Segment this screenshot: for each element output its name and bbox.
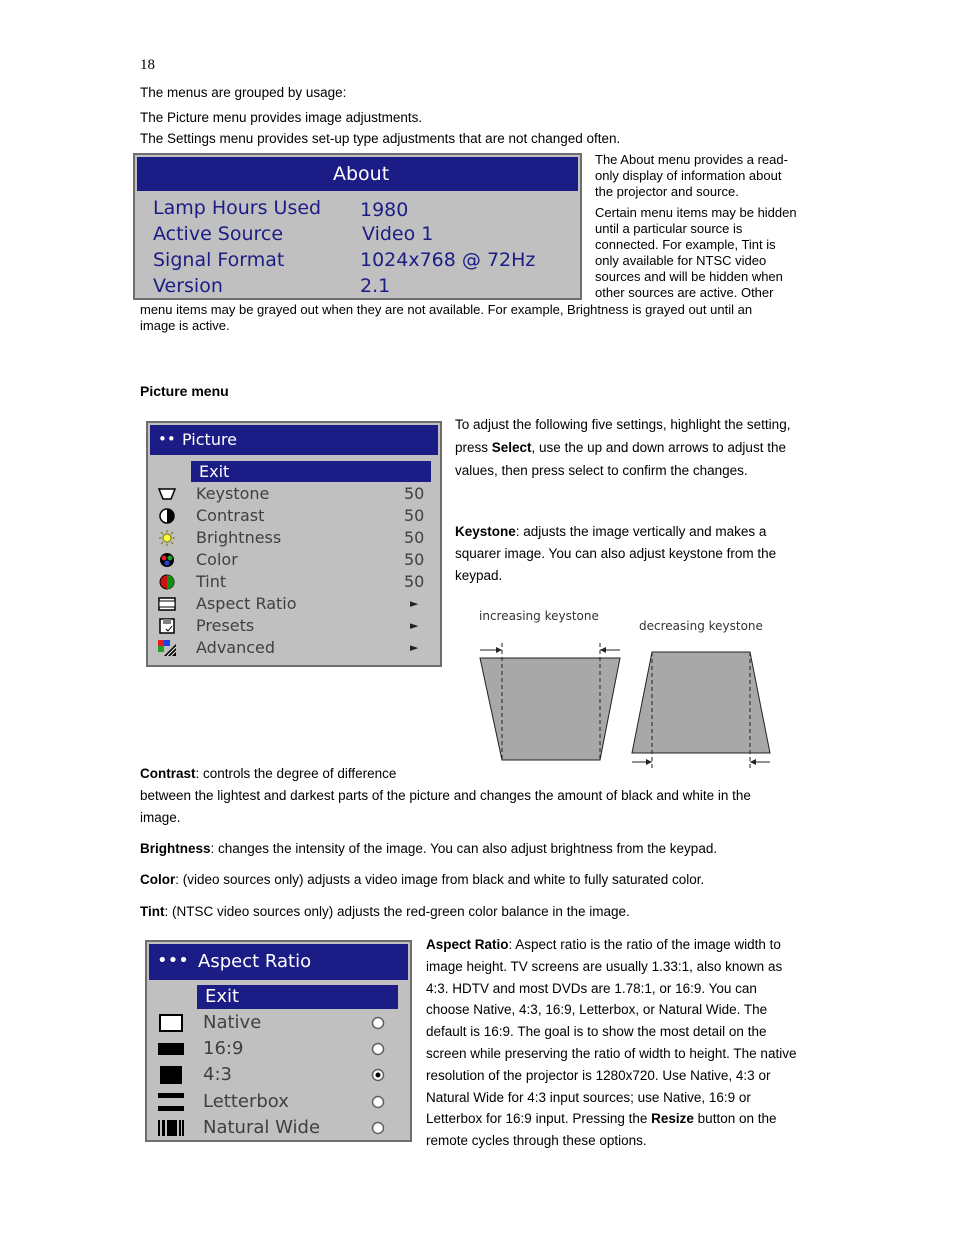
picture-item-label: Advanced bbox=[196, 638, 276, 657]
contrast-desc-line-1 bbox=[140, 766, 396, 782]
about-side-text-2-line-2: until a particular source is bbox=[595, 221, 743, 236]
contrast-icon bbox=[158, 508, 176, 524]
aspect-item-label: 16:9 bbox=[203, 1038, 244, 1059]
picture-item-label: Presets bbox=[196, 616, 255, 635]
picture-exit-item[interactable] bbox=[191, 461, 431, 482]
brightness-desc-text: : changes the intensity of the image. You can also adjust brightness from the keypad. bbox=[210, 841, 718, 856]
keystone-icon bbox=[158, 486, 176, 502]
picture-item-advanced[interactable] bbox=[148, 637, 438, 659]
color-term: Color bbox=[140, 872, 176, 887]
about-value-lamp-hours: 1980 bbox=[360, 199, 409, 221]
brightness-term: Brightness bbox=[140, 841, 211, 856]
aspect-item-natural-wide[interactable] bbox=[147, 1115, 409, 1141]
aspect-desc-text: button on the bbox=[693, 1111, 777, 1127]
natural-wide-icon bbox=[157, 1119, 185, 1137]
aspect-item-label: Letterbox bbox=[203, 1091, 289, 1112]
picture-item-arrow: ► bbox=[410, 597, 419, 610]
contrast-desc-line-3: image. bbox=[140, 810, 181, 825]
about-value-version: 2.1 bbox=[360, 275, 391, 297]
standard-icon bbox=[157, 1066, 185, 1084]
tint-icon bbox=[158, 574, 176, 590]
aspect-desc-text: Letterbox for 16:9 input. Pressing the bbox=[426, 1111, 652, 1127]
picture-item-value: 50 bbox=[404, 528, 425, 547]
aspect-menu-title-bar bbox=[149, 944, 408, 980]
picture-intro-text: , use the up and down arrows to adjust the bbox=[531, 440, 786, 455]
picture-item-label: Brightness bbox=[196, 528, 282, 547]
aspect-item-label: Natural Wide bbox=[203, 1117, 321, 1138]
decreasing-keystone-label: decreasing keystone bbox=[639, 619, 763, 633]
picture-item-arrow: ► bbox=[410, 619, 419, 632]
aspect-menu-title: Aspect Ratio bbox=[198, 951, 312, 972]
tint-desc bbox=[140, 904, 630, 920]
picture-item-presets[interactable] bbox=[148, 615, 438, 637]
picture-item-aspect-ratio[interactable] bbox=[148, 593, 438, 615]
aspect-exit-label: Exit bbox=[205, 986, 240, 1007]
about-full-text-line-2: image is active. bbox=[140, 318, 230, 333]
keystone-term: Keystone bbox=[455, 524, 516, 539]
select-term: Select bbox=[491, 440, 532, 455]
picture-intro-text: press bbox=[455, 440, 492, 455]
aspect-ratio-term: Aspect Ratio bbox=[426, 937, 509, 952]
picture-intro-line-3: values, then press select to confirm the changes. bbox=[455, 463, 748, 478]
native-icon bbox=[157, 1014, 185, 1032]
picture-intro-line-1: To adjust the following five settings, highlight the setting, bbox=[455, 417, 791, 432]
radio-button[interactable] bbox=[371, 1042, 385, 1056]
picture-menu bbox=[146, 421, 442, 667]
about-side-text-1-line-2: only display of information about bbox=[595, 168, 782, 183]
contrast-term: Contrast bbox=[140, 766, 196, 781]
picture-item-label: Aspect Ratio bbox=[196, 594, 297, 613]
aspect-desc-line-1 bbox=[426, 934, 826, 956]
picture-item-label: Color bbox=[196, 550, 238, 569]
aspect-ratio-menu bbox=[145, 940, 412, 1142]
intro-line-2: The Picture menu provides image adjustments. bbox=[140, 110, 423, 125]
picture-exit-label: Exit bbox=[199, 462, 230, 481]
aspect-desc-text: : Aspect ratio is the ratio of the image width to bbox=[508, 937, 781, 952]
picture-menu-title-dots: •• bbox=[158, 430, 176, 448]
resize-term: Resize bbox=[651, 1111, 694, 1127]
about-menu-title-bar bbox=[137, 157, 578, 191]
aspect-item-4-3[interactable] bbox=[147, 1062, 409, 1088]
radio-button-selected[interactable] bbox=[371, 1068, 385, 1082]
about-menu-title: About bbox=[333, 163, 390, 185]
picture-menu-title: Picture bbox=[182, 430, 238, 449]
about-value-active-source: Video 1 bbox=[362, 223, 434, 245]
about-value-signal-format: 1024x768 @ 72Hz bbox=[360, 249, 536, 271]
picture-item-value: 50 bbox=[404, 506, 425, 525]
radio-button[interactable] bbox=[371, 1016, 385, 1030]
about-side-text-1-line-3: the projector and source. bbox=[595, 184, 739, 199]
about-label-active-source: Active Source bbox=[153, 223, 284, 245]
aspect-desc-line-7: resolution of the projector is 1280x720. Use Native, 4:3 or bbox=[426, 1067, 771, 1083]
keystone-desc-line-1 bbox=[455, 521, 766, 543]
picture-item-keystone[interactable] bbox=[148, 483, 438, 505]
picture-item-arrow: ► bbox=[410, 641, 419, 654]
keystone-desc-text: : adjusts the image vertically and makes a bbox=[515, 524, 767, 539]
aspect-desc-line-4: choose Native, 4:3, 16:9, Letterbox, or Natural Wide. The bbox=[426, 1002, 768, 1018]
color-desc-text: : (video sources only) adjusts a video image from black and white to fully saturated color. bbox=[175, 872, 705, 887]
aspect-desc-line-8: Natural Wide for 4:3 input sources; use Native, 16:9 or bbox=[426, 1089, 751, 1105]
aspect-desc-line-10: remote cycles through these options. bbox=[426, 1133, 647, 1149]
picture-item-contrast[interactable] bbox=[148, 505, 438, 527]
about-side-text-2-line-4: only available for NTSC video bbox=[595, 253, 767, 268]
aspect-menu-title-dots: ••• bbox=[157, 950, 189, 971]
keystone-desc-line-3: keypad. bbox=[455, 568, 503, 583]
intro-line-1: The menus are grouped by usage: bbox=[140, 85, 347, 100]
about-side-text-2-line-5: sources and will be hidden when bbox=[595, 269, 783, 284]
aspect-item-label: Native bbox=[203, 1012, 262, 1033]
aspect-ratio-icon bbox=[158, 596, 176, 612]
page-number: 18 bbox=[140, 57, 155, 73]
radio-button[interactable] bbox=[371, 1095, 385, 1109]
about-label-signal-format: Signal Format bbox=[153, 249, 285, 271]
picture-item-value: 50 bbox=[404, 550, 425, 569]
picture-menu-heading: Picture menu bbox=[140, 383, 229, 399]
picture-item-tint[interactable] bbox=[148, 571, 438, 593]
about-side-text-2-line-1: Certain menu items may be hidden bbox=[595, 205, 797, 220]
about-side-text-1-line-1: The About menu provides a read- bbox=[595, 152, 788, 167]
picture-item-brightness[interactable] bbox=[148, 527, 438, 549]
keystone-desc-line-2: squarer image. You can also adjust keystone from the bbox=[455, 546, 777, 561]
picture-item-value: 50 bbox=[404, 572, 425, 591]
tint-term: Tint bbox=[140, 904, 165, 919]
letterbox-icon bbox=[157, 1093, 185, 1111]
keystone-shapes bbox=[474, 605, 784, 775]
about-full-text-line-1: menu items may be grayed out when they are not available. For example, Brightness is grayed out until an bbox=[140, 302, 753, 317]
picture-item-label: Contrast bbox=[196, 506, 265, 525]
about-side-text-2-line-3: connected. For example, Tint is bbox=[595, 237, 776, 252]
aspect-desc-line-6: screen while preserving the ratio of width to height. The native bbox=[426, 1045, 797, 1061]
contrast-desc-line-2: between the lightest and darkest parts of the picture and changes the amount of black and white in the bbox=[140, 788, 751, 803]
widescreen-icon bbox=[157, 1040, 185, 1058]
brightness-icon bbox=[158, 530, 176, 546]
brightness-desc bbox=[140, 841, 717, 857]
color-desc bbox=[140, 872, 704, 888]
presets-icon bbox=[158, 618, 176, 634]
aspect-desc-line-2: image height. TV screens are usually 1.33:1, also known as bbox=[426, 958, 783, 974]
about-side-text-2-line-6: other sources are active. Other bbox=[595, 285, 774, 300]
about-label-version: Version bbox=[153, 275, 223, 297]
picture-item-label: Tint bbox=[196, 572, 227, 591]
aspect-item-label: 4:3 bbox=[203, 1064, 232, 1085]
about-menu bbox=[133, 153, 582, 300]
picture-intro-line-2 bbox=[455, 436, 786, 459]
about-label-lamp-hours: Lamp Hours Used bbox=[153, 197, 322, 219]
increasing-keystone-label: increasing keystone bbox=[479, 609, 599, 623]
picture-item-color[interactable] bbox=[148, 549, 438, 571]
color-icon bbox=[158, 552, 176, 568]
aspect-ratio-description bbox=[426, 934, 826, 1152]
radio-button[interactable] bbox=[371, 1121, 385, 1135]
aspect-item-letterbox[interactable] bbox=[147, 1089, 409, 1115]
picture-item-value: 50 bbox=[404, 484, 425, 503]
picture-item-label: Keystone bbox=[196, 484, 270, 503]
aspect-desc-line-9 bbox=[426, 1108, 826, 1130]
advanced-icon bbox=[158, 640, 176, 656]
picture-menu-title-bar bbox=[150, 425, 438, 455]
keystone-diagram bbox=[474, 605, 784, 775]
aspect-exit-item[interactable] bbox=[197, 985, 398, 1009]
contrast-desc-text: : controls the degree of difference bbox=[195, 766, 397, 781]
tint-desc-text: : (NTSC video sources only) adjusts the red-green color balance in the image. bbox=[164, 904, 630, 919]
intro-line-3: The Settings menu provides set-up type adjustments that are not changed often. bbox=[140, 131, 621, 146]
aspect-item-native[interactable] bbox=[147, 1010, 409, 1036]
aspect-desc-line-3: 4:3. HDTV and most DVDs are 1.78:1, or 16:9. You can bbox=[426, 980, 757, 996]
aspect-item-16-9[interactable] bbox=[147, 1036, 409, 1062]
aspect-desc-line-5: default is 16:9. The goal is to show the most detail on the bbox=[426, 1024, 767, 1040]
